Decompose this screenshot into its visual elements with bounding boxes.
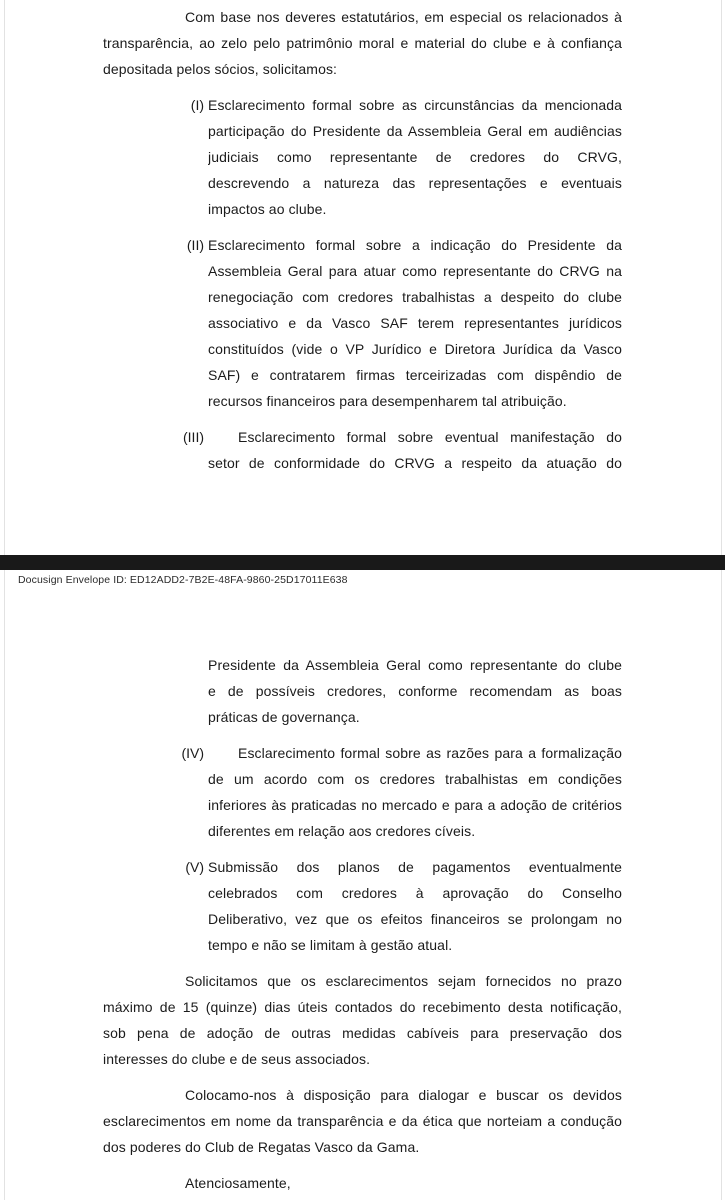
text-line: Solicitamos que os esclarecimentos sejam fornecidos no prazo (185, 973, 622, 989)
list-item (183, 424, 622, 476)
text-line: máximo de 15 (quinze) dias úteis contados do recebimento desta notificação, (103, 999, 622, 1015)
text-line: Esclarecimento formal sobre as circunstâncias da mencionada (208, 97, 622, 113)
text-line: SAF) e contratarem firmas terceirizadas com dispêndio de (208, 367, 622, 383)
paragraph-block (208, 652, 622, 730)
text-line: Submissão dos planos de pagamentos eventualmente (208, 859, 622, 875)
text-line: inferiores às praticadas no mercado e para a adoção de critérios (208, 797, 622, 813)
paragraph-block (103, 1170, 622, 1196)
document-page-2 (103, 652, 622, 1196)
list-item (181, 740, 622, 844)
paragraph-block (103, 968, 622, 1072)
text-line: Colocamo-nos à disposição para dialogar e buscar os devidos (185, 1087, 622, 1103)
list-item (190, 92, 622, 222)
text-line: Esclarecimento formal sobre a indicação do Presidente da (208, 237, 622, 253)
paragraph-block (103, 4, 622, 82)
list-item-marker: (III) (183, 429, 204, 445)
list-item-marker: (I) (190, 97, 204, 113)
docusign-envelope-id: Docusign Envelope ID: ED12ADD2-7B2E-48FA-9860-25D17011E638 (18, 574, 348, 586)
text-line: impactos ao clube. (208, 201, 327, 217)
text-line: associativo e da Vasco SAF terem representantes jurídicos (208, 315, 622, 331)
list-item (185, 854, 622, 958)
text-line: Presidente da Assembleia Geral como representante do clube (208, 657, 622, 673)
text-line: renegociação com credores trabalhistas a despeito do clube (208, 289, 622, 305)
text-line: Esclarecimento formal sobre eventual manifestação do (238, 429, 622, 445)
page-left-edge (4, 0, 5, 1200)
document-page-1 (103, 4, 622, 476)
text-line: constituídos (vide o VP Jurídico e Diretora Jurídica da Vasco (208, 341, 622, 357)
page-right-edge (721, 0, 722, 1200)
text-line: diferentes em relação aos credores cíveis. (208, 823, 476, 839)
text-line: depositada pelos sócios, solicitamos: (103, 61, 338, 77)
text-line: Atenciosamente, (185, 1175, 291, 1191)
text-line: Esclarecimento formal sobre as razões para a formalização (238, 745, 622, 761)
text-line: Assembleia Geral para atuar como representante do CRVG na (208, 263, 622, 279)
list-item (186, 232, 622, 414)
text-line: dos poderes do Club de Regatas Vasco da Gama. (103, 1139, 420, 1155)
text-line: de um acordo com os credores trabalhistas em condições (208, 771, 622, 787)
text-line: sob pena de adoção de outras medidas cabíveis para preservação dos (103, 1025, 622, 1041)
text-line: práticas de governança. (208, 709, 360, 725)
text-line: setor de conformidade do CRVG a respeito da atuação do (208, 455, 622, 471)
text-line: judiciais como representante de credores do CRVG, (208, 149, 622, 165)
page-divider-bar (0, 555, 725, 570)
list-item-marker: (IV) (181, 745, 204, 761)
text-line: Deliberativo, vez que os efeitos financeiros se prolongam no (208, 911, 622, 927)
text-line: interesses do clube e de seus associados. (103, 1051, 371, 1067)
text-line: recursos financeiros para desempenharem tal atribuição. (208, 393, 567, 409)
text-line: esclarecimentos em nome da transparência e da ética que norteiam a condução (103, 1113, 622, 1129)
text-line: Com base nos deveres estatutários, em especial os relacionados à (185, 9, 622, 25)
list-item-marker: (II) (186, 237, 204, 253)
text-line: celebrados com credores à aprovação do Conselho (208, 885, 622, 901)
text-line: tempo e não se limitam à gestão atual. (208, 937, 453, 953)
text-line: transparência, ao zelo pelo patrimônio moral e material do clube e à confiança (103, 35, 622, 51)
list-item-marker: (V) (185, 859, 204, 875)
text-line: e de possíveis credores, conforme recomendam as boas (208, 683, 622, 699)
text-line: participação do Presidente da Assembleia Geral em audiências (208, 123, 622, 139)
paragraph-block (103, 1082, 622, 1160)
text-line: descrevendo a natureza das representações e eventuais (208, 175, 622, 191)
